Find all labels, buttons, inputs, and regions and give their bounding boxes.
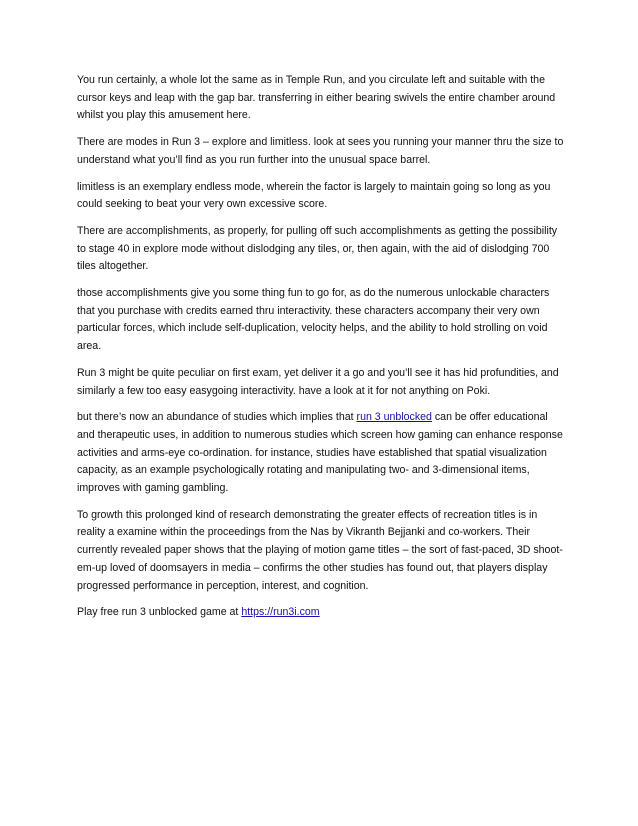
paragraph-2: There are modes in Run 3 – explore and limitless. look at sees you running your manner thru the size to understand what you’ll find as you run further into the unusual space barrel. <box>77 136 564 166</box>
paragraph-3: limitless is an exemplary endless mode, wherein the factor is largely to maintain going so long as you could seeking to beat your very own excessive score. <box>77 180 551 211</box>
paragraph-5: those accomplishments give you some thing fun to go for, as do the numerous unlockable characters that you purchase with credits earned thru interactivity. these characters accompany their very own particular forces, which include self-duplication, velocity helps, and the ability to hold strolling on void area. <box>77 287 550 353</box>
document-body <box>77 72 567 631</box>
paragraph-1: You run certainly, a whole lot the same as in Temple Run, and you circulate left and suitable with the cursor keys and leap with the gap bar. transferring in either bearing swivels the entire chamber around whilst you play this amusement here. <box>77 74 556 122</box>
run3i-url-link[interactable]: https://run3i.com <box>241 606 320 619</box>
run3-unblocked-link[interactable]: run 3 unblocked <box>356 411 432 424</box>
paragraph-9 <box>77 604 567 622</box>
paragraph-9-text-before: Play free run 3 unblocked game at <box>77 606 242 619</box>
paragraph-7-text-before: but there’s now an abundance of studies which implies that <box>77 411 357 424</box>
paragraph-7 <box>77 409 567 498</box>
paragraph-4: There are accomplishments, as properly, for pulling off such accomplishments as getting the possibility to stage 40 in explore mode without dislodging any tiles, or, then again, with the aid of dislodging 700 tiles altogether. <box>77 224 558 273</box>
paragraph-7-text-after: can be offer educational and therapeutic uses, in addition to numerous studies which screen how gaming can enhance response activities and arms-eye co-ordination. for instance, studies have established that spatial visualization capacity, as an example psychologically rotating and manipulating two- and 3-dimensional items, improves with gaming gambling. <box>77 411 563 495</box>
paragraph-6: Run 3 might be quite peculiar on first exam, yet deliver it a go and you’ll see it has hid profundities, and similarly a few too easy easygoing interactivity. have a look at it for not anything on Poki. <box>77 366 559 397</box>
paragraph-8: To growth this prolonged kind of research demonstrating the greater effects of recreation titles is in reality a examine within the proceedings from the Nas by Vikranth Bejjanki and co-workers. Their currently revealed paper shows that the playing of motion game titles – the sort of fast-paced, 3D shoot-em-up loved of doomsayers in media – confirms the other studies has found out, that players display progressed performance in perception, interest, and cognition. <box>77 508 563 592</box>
